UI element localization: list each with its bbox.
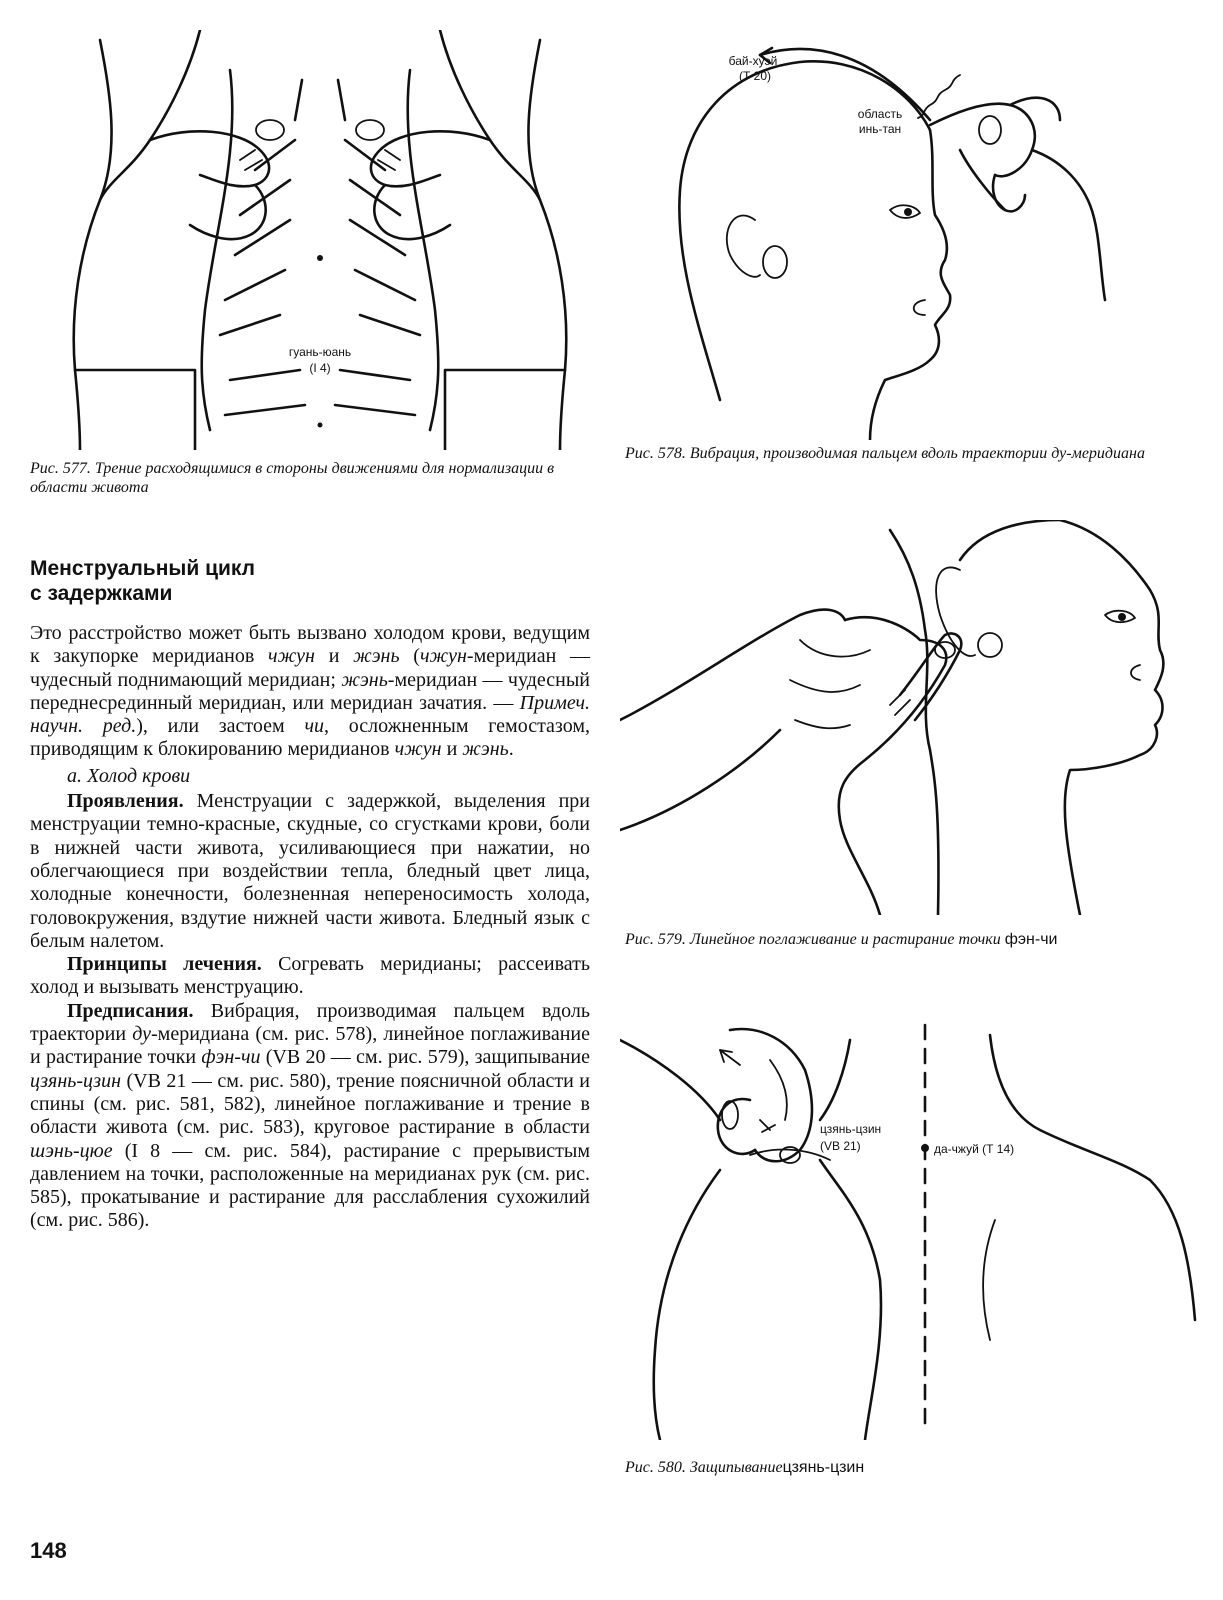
fig580-caption-tail: цзянь-цзин	[782, 1459, 865, 1476]
fig579-caption-italic: Рис. 579. Линейное поглаживание и растирание точки	[625, 931, 1001, 948]
figure-580-illustration	[620, 1020, 1200, 1440]
fig580-label-point-1: цзянь-цзин	[820, 1122, 882, 1136]
section-title-line-1: Менструальный цикл	[30, 557, 255, 580]
figure-577-illustration	[40, 30, 600, 450]
fig578-label-baihui: бай-хуэй	[728, 54, 778, 68]
page-number: 148	[30, 1538, 67, 1563]
section-title	[30, 556, 430, 606]
fig579-caption-tail: фэн-чи	[1004, 931, 1058, 948]
figure-578-illustration	[660, 30, 1200, 440]
intro-paragraph: Это расстройство может быть вызвано холодом крови, ведущим к закупорке меридианов чжун и жэнь (чжун-меридиан — чудесный поднимающий меридиан; жэнь-меридиан — чудесный переднесрединный меридиан, или меридиан зачатия. — Примеч. научн. ред.), или застоем чи, осложненным гемостазом, приводящим к блокированию меридианов чжун и жэнь.	[30, 622, 590, 761]
figure-578-caption: Рис. 578. Вибрация, производимая пальцем вдоль траектории ду-меридиана	[625, 445, 1145, 462]
figure-579-caption	[625, 930, 1195, 949]
principles-paragraph: Принципы лечения. Согревать меридианы; рассеивать холод и вызывать менструацию.	[30, 953, 590, 999]
fig577-point-label: гуань-юань	[288, 345, 352, 359]
section-title-line-2: с задержками	[30, 582, 173, 605]
fig578-label-area-2: инь-тан	[858, 122, 902, 136]
fig580-label-point-2: да-чжуй (Т 14)	[934, 1142, 1015, 1156]
fig580-label-point-1-code: (VB 21)	[820, 1139, 861, 1153]
fig578-label-area-1: область	[857, 107, 903, 121]
subsection-heading: а. Холод крови	[67, 764, 191, 787]
fig580-caption-italic: Рис. 580. Защипывание	[625, 1459, 783, 1476]
fig577-point-code: (I 4)	[309, 361, 331, 375]
figure-577-caption: Рис. 577. Трение расходящимися в стороны движениями для нормализации в области живота	[30, 460, 555, 496]
manifestations-paragraph: Проявления. Менструации с задержкой, выделения при менструации темно-красные, скудные, со сгустками крови, боли в нижней части живота, усиливающиеся при нажатии, но облегчающиеся при воздействии тепла, бледный цвет лица, холодные конечности, болезненная непереносимость холода, головокружения, вздутие нижней части живота. Бледный язык с белым налетом.	[30, 790, 590, 952]
prescriptions-paragraph: Предписания. Вибрация, производимая пальцем вдоль траектории ду-меридиана (см. рис. 578), линейное поглаживание и растирание точки фэн-чи (VB 20 — см. рис. 579), защипывание цзянь-цзин (VB 21 — см. рис. 580), трение поясничной области и спины (см. рис. 581, 582), линейное поглаживание и трение в области живота (см. рис. 583), круговое растирание в области шэнь-цюе (I 8 — см. рис. 584), растирание с прерывистым давлением на точки, расположенные на меридианах рук (см. рис. 585), прокатывание и растирание для расслабления сухожилий (см. рис. 586).	[30, 999, 591, 1232]
figure-580-caption	[625, 1458, 1195, 1477]
fig578-label-baihui-code: (Т 20)	[738, 69, 772, 83]
body-text	[30, 622, 590, 1233]
figure-579-illustration	[620, 520, 1200, 915]
